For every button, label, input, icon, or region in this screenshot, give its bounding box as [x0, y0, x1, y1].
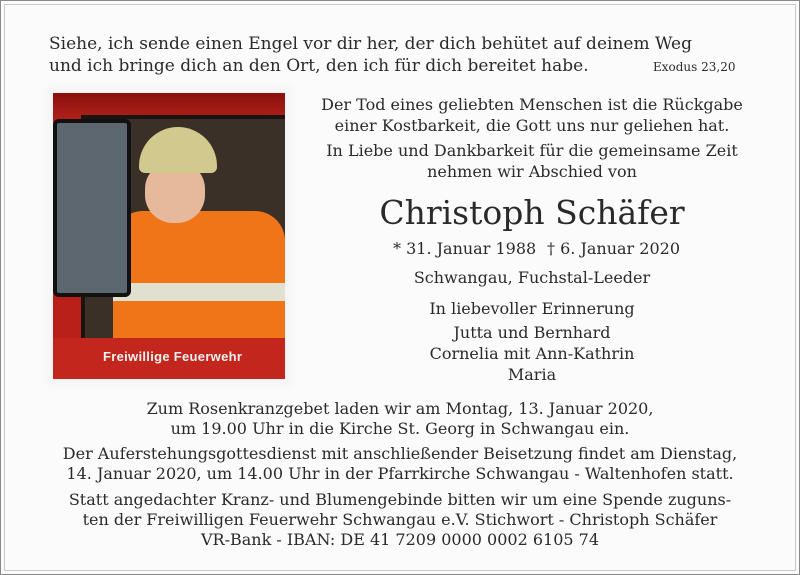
intro-line-1: Der Tod eines geliebten Menschen ist die Rückgabe — [321, 95, 743, 114]
rosary-line-1: Zum Rosenkranzgebet laden wir am Montag, 13. Januar 2020, — [146, 399, 654, 418]
deceased-photo — [53, 93, 285, 379]
funeral-line-2: 14. Januar 2020, um 14.00 Uhr in der Pfarrkirche Schwangau - Waltenhofen statt. — [66, 464, 734, 483]
intro-line-4: nehmen wir Abschied von — [427, 162, 637, 181]
mourners-line-2: Cornelia mit Ann-Kathrin — [429, 344, 635, 363]
intro-line-3: In Liebe und Dankbarkeit für die gemeinsame Zeit — [326, 141, 738, 160]
donation-line-3: VR-Bank - IBAN: DE 41 7209 0000 0002 6105 74 — [200, 530, 600, 549]
verse-line-2: und ich bringe dich an den Ort, den ich für dich bereitet habe. — [49, 56, 589, 76]
donation-line-1: Statt angedachter Kranz- und Blumengebinde bitten wir um eine Spende zuguns- — [68, 490, 732, 509]
home-place: Schwangau, Fuchstal-Leeder — [413, 268, 651, 287]
donation-line-2: ten der Freiwilligen Feuerwehr Schwangau e.V. Stichwort - Christoph Schäfer — [82, 510, 718, 529]
death-date: † 6. Januar 2020 — [547, 239, 680, 258]
verse-line-1: Siehe, ich sende einen Engel vor dir her, der dich behütet auf deinem Weg — [49, 34, 693, 54]
intro-line-2: einer Kostbarkeit, die Gott uns nur geliehen hat. — [334, 116, 730, 135]
photo-jacket — [113, 211, 285, 351]
mourners-heading: In liebevoller Erinnerung — [429, 299, 635, 318]
birth-date: * 31. Januar 1988 — [393, 239, 537, 258]
rosary-line-2: um 19.00 Uhr in die Kirche St. Georg in Schwangau ein. — [170, 419, 630, 438]
mourners-line-1: Jutta und Bernhard — [453, 323, 611, 342]
photo-reflective-stripe — [113, 283, 285, 301]
photo-side-mirror — [53, 119, 131, 297]
photo-caption: Freiwillige Feuerwehr — [103, 349, 243, 364]
verse-reference: Exodus 23,20 — [653, 60, 736, 74]
deceased-name: Christoph Schäfer — [379, 193, 685, 232]
funeral-line-1: Der Auferstehungsgottesdienst mit anschließender Beisetzung findet am Dienstag, — [62, 444, 738, 463]
mourners-line-3: Maria — [507, 365, 557, 384]
